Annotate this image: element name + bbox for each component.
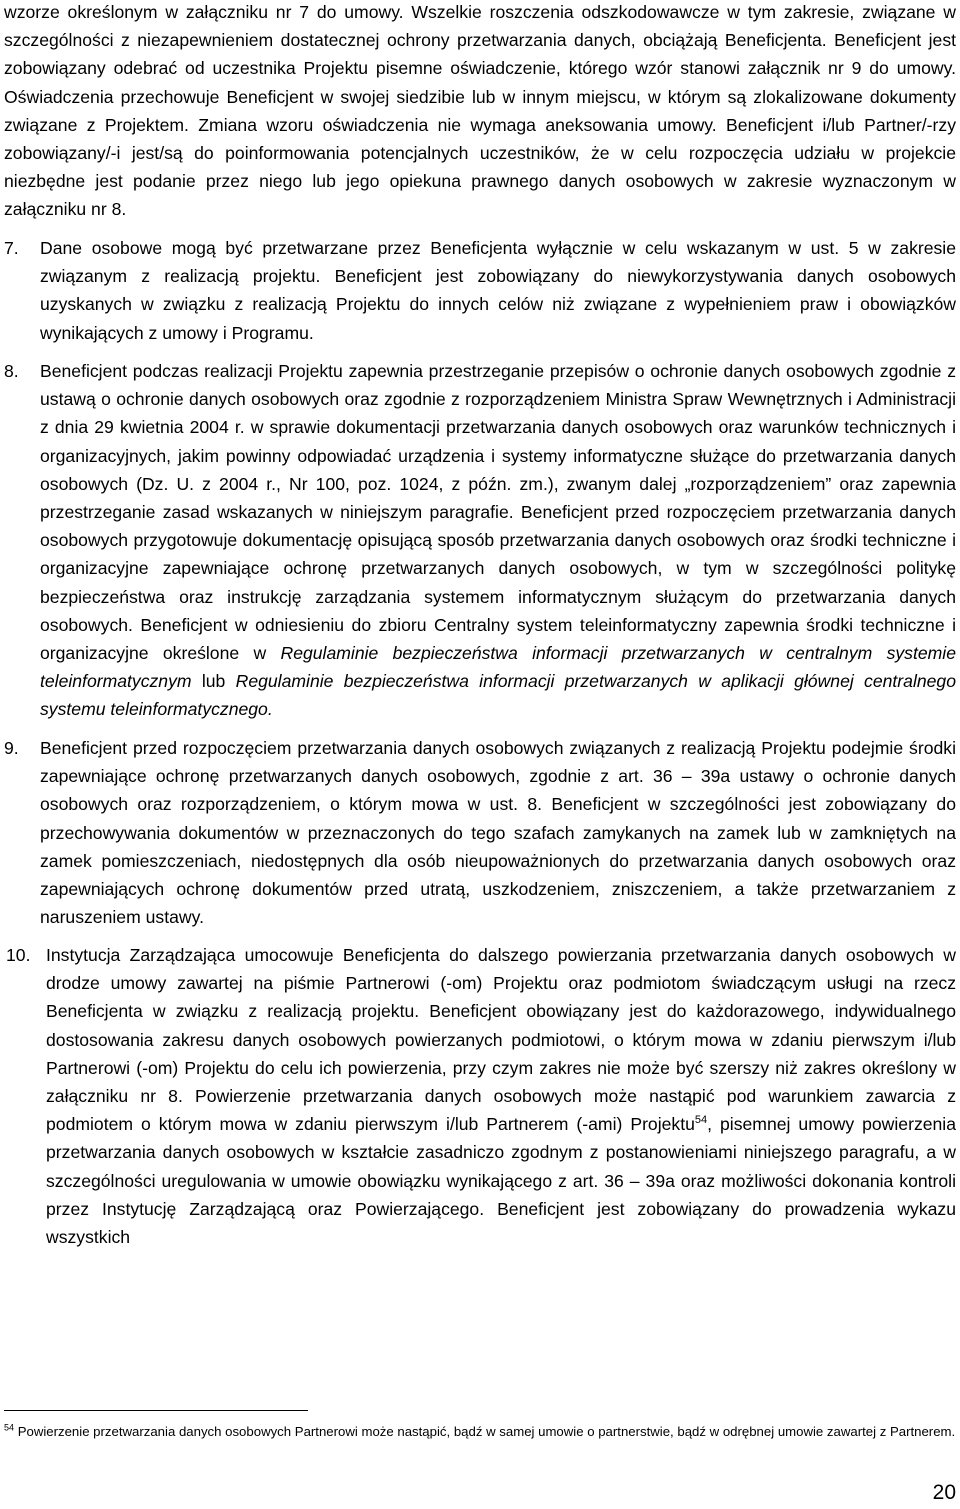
footnote-reference[interactable]: 54 [694,1114,708,1127]
section-text: Beneficjent przed rozpoczęciem przetwarzania danych osobowych związanych z realizacją Projektu podejmie środki zapewniające ochronę przetwarzanych danych osobowych, zgodnie z art. 36 – 39a ustawy o ochronie danych osobowych oraz rozporządzeniem, o którym mowa w ust. 8. Beneficjent w szczególności jest zobowiązany do przechowywania dokumentów w przeznaczonych do tego szafach zamykanych na zamek lub w zamkniętych na zamek pomieszczeniach, niedostępnych dla osób nieupoważnionych do przetwarzania danych osobowych oraz zapewniających ochronę dokumentów przed utratą, uszkodzeniem, zniszczeniem, a także przetwarzaniem z naruszeniem ustawy. [40,738,956,928]
italic-title: Regulaminie bezpieczeństwa informacji przetwarzanych w centralnym systemie teleinformatycznym [40,643,957,692]
footnote-text: Powierzenie przetwarzania danych osobowych Partnerowi może nastąpić, bądź w samej umowie o partnerstwie, bądź w odrębnej umowie zawartej z Partnerem. [17,1424,956,1439]
section-text: Instytucja Zarządzająca umocowuje Beneficjenta do dalszego powierzania przetwarzania danych osobowych w drodze umowy zawartej na piśmie Partnerowi (-om) Projektu oraz podmiotom świadczącym usługi na rzecz Beneficjenta w związku z realizacją projektu. Beneficjent obowiązany jest do każdorazowego, indywidualnego dostosowania zakresu danych osobowych powierzanych podmiotowi, o którym mowa w zdaniu pierwszym i/lub Partnerowi (-om) Projektu do celu ich powierzenia, przy czym zakres nie może być szerszy niż zakres określony w załączniku nr 8. Powierzenie przetwarzania danych osobowych może nastąpić pod warunkiem zawarcia z podmiotem o którym mowa w zdaniu pierwszym i/lub Partnerem (-ami) Projektu [46,945,956,1135]
section-number: 8. [4,361,19,381]
italic-title: Regulaminie bezpieczeństwa informacji przetwarzanych w aplikacji głównej centralnego systemu teleinformatycznego. [40,671,956,720]
section-8 [0,357,960,724]
section-text: Beneficjent podczas realizacji Projektu zapewnia przestrzeganie przepisów o ochronie danych osobowych zgodnie z ustawą o ochronie danych osobowych oraz zgodnie z rozporządzeniem Ministra Spraw Wewnętrznych i Administracji z dnia 29 kwietnia 2004 r. w sprawie dokumentacji przetwarzania danych osobowych oraz warunków technicznych i organizacyjnych, jakim powinny odpowiadać urządzenia i systemy informatyczne służące do przetwarzania danych osobowych (Dz. U. z 2004 r., Nr 100, poz. 1024, z późn. zm.), zwanym dalej „rozporządzeniem” oraz zapewnia przestrzeganie zasad wskazanych w niniejszym paragrafie. Beneficjent przed rozpoczęciem przetwarzania danych osobowych przygotowuje dokumentację opisującą sposób przetwarzania danych osobowych oraz środki techniczne i organizacyjne zapewniające ochronę przetwarzanych danych osobowych, w tym w szczególności politykę bezpieczeństwa oraz instrukcję zarządzania systemem informatycznym służącym do przetwarzania danych osobowych. Beneficjent w odniesieniu do zbioru Centralny system teleinformatyczny zapewnia środki techniczne i organizacyjne określone w [40,361,956,664]
section-text-after: , pisemnej umowy powierzenia przetwarzania danych osobowych w kształcie zasadniczo zgodnym z postanowieniami niniejszego paragrafu, a w szczególności uregulowania w umowie obowiązku wynikającego z art. 36 – 39a oraz możliwości dokonania kontroli przez Instytucję Zarządzającą oraz Powierzającego. Beneficjent jest zobowiązany do prowadzenia wykazu wszystkich [46,1114,957,1248]
footnote-separator [4,1410,308,1411]
section-10 [0,941,960,1251]
section-text-wrapper [0,357,960,724]
section-text: Dane osobowe mogą być przetwarzane przez Beneficjenta wyłącznie w celu wskazanym w ust. 5 w zakresie związanym z realizacją projektu. Beneficjent jest zobowiązany do niewykorzystywania danych osobowych uzyskanych w związku z realizacją Projektu do innych celów niż związane z wypełnieniem praw i obowiązków wynikających z umowy i Programu. [40,238,956,343]
section-text-mid: lub [191,671,236,692]
page-number: 20 [932,1481,956,1504]
section-9 [0,734,960,931]
section-7 [0,234,960,347]
section-number: 7. [4,238,19,258]
footnote-number: 54 [4,1422,15,1433]
section-number: 10. [6,945,31,965]
section-text-wrapper [0,941,960,1251]
section-number: 9. [4,738,19,758]
paragraph-text: wzorze określonym w załączniku nr 7 do umowy. Wszelkie roszczenia odszkodowawcze w tym zakresie, związane w szczególności z niezapewnieniem dostatecznej ochrony przetwarzania danych, obciążają Beneficjenta. Beneficjent jest zobowiązany odebrać od uczestnika Projektu pisemne oświadczenie, którego wzór stanowi załącznik nr 9 do umowy. Oświadczenia przechowuje Beneficjent w swojej siedzibie lub w innym miejscu, w którym są zlokalizowane dokumenty związane z Projektem. Zmiana wzoru oświadczenia nie wymaga aneksowania umowy. Beneficjent i/lub Partner/-rzy zobowiązany/-i jest/są do poinformowania potencjalnych uczestników, że w celu rozpoczęcia udziału w projekcie niezbędne jest podanie przez niego lub jego opiekuna prawnego danych osobowych w zakresie wyznaczonym w załączniku nr 8. [4,2,956,220]
paragraph-continuation [0,0,960,224]
footnote [4,1421,956,1442]
